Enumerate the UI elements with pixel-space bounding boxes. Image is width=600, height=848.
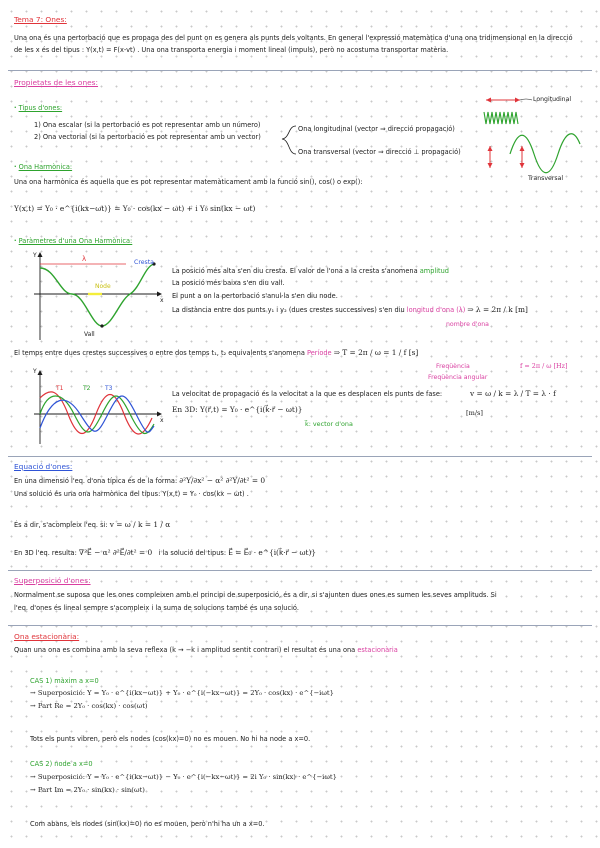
bullet-icon: · xyxy=(14,104,17,112)
stationary-heading: Ona estacionària: xyxy=(14,632,80,641)
frequency-box: f = 2π / ω [Hz] xyxy=(520,362,568,370)
phase-waves-figure xyxy=(30,368,170,446)
param-wavelength-text: La distància entre dos punts y₁ i y₂ (dues crestes successives) s'en diu longitud d'ona (λ) ⇒ λ = 2π / k [m] xyxy=(172,305,528,314)
case-2-note: Com abans, els nodes (sin(kx)=0) no es mouen, però n'hi ha un a x=0. xyxy=(30,820,265,828)
velocity-text: La velocitat de propagació és la velocitat a la que es desplacen els punts de fase: xyxy=(172,390,443,398)
fig1-x-label: x xyxy=(160,297,164,304)
properties-heading: Propietats de les ones: xyxy=(14,78,99,87)
harmonic-formula: Y(x,t) = Y₀ · e^{i(kx−ωt)} = Y₀ · cos(kx − ωt) + i Y₀ sin(kx − ωt) xyxy=(14,204,256,213)
case-1-note: Tots els punts vibren, però els nodes (cos(kx)=0) no es mouen. No hi ha node a x=0. xyxy=(30,735,311,743)
longitudinal-wave xyxy=(484,112,518,124)
section-rule xyxy=(8,570,592,571)
wave-equation-heading: Equació d'ones: xyxy=(14,462,73,471)
fig1-crest-label: Cresta xyxy=(134,259,154,266)
wave-equation-line-2: Una solució és una ona harmònica del tipus: Y(x,t) = Y₀ · cos(kx − ωt) . xyxy=(14,490,249,498)
arrow-head-icon xyxy=(486,98,491,103)
frequency-label: Freqüència xyxy=(436,363,470,370)
wave-type-scalar: 1) Ona escalar (si la pertorbació es pot representar amb un número) xyxy=(34,121,261,129)
harmonic-heading: · Ona Harmònica: xyxy=(14,163,73,171)
fig1-trough-label: Vall xyxy=(84,331,95,338)
transversal-wave xyxy=(510,134,580,173)
param-node-text: El punt a on la pertorbació s'anul·la s'en diu node. xyxy=(172,292,338,300)
wave-3d-formula: En 3D: Y(r⃗,t) = Y₀ · e^{i(k⃗·r⃗ − ωt)} xyxy=(172,405,303,414)
fig2-t1-label: T1 xyxy=(56,385,64,392)
case-1-superposition: → Superposició: Y = Y₀ · e^{i(kx−ωt)} + Y₀ · e^{i(−kx−ωt)} = 2Y₀ · cos(kx) · e^{−iωt} xyxy=(30,689,334,697)
arrow-head-icon xyxy=(488,163,493,168)
case-2-superposition: → Superposició: Y = Y₀ · e^{i(kx−ωt)} − Y₀ · e^{i(−kx−ωt)} = 2i Y₀ · sin(kx) · e^{−iωt} xyxy=(30,773,337,781)
section-rule xyxy=(8,625,592,626)
longitudinal-label: Longitudinal xyxy=(533,96,572,103)
wave-vector-label: k⃗: vector d'ona xyxy=(305,420,353,428)
parameters-heading: · Paràmetres d'una Ona Harmònica: xyxy=(14,237,133,245)
param-trough-text: La posició més baixa s'en diu vall. xyxy=(172,279,285,287)
axis-arrow-icon xyxy=(38,252,43,257)
case-1-real-part: → Part Re = 2Y₀ · cos(kx) · cos(ωt) xyxy=(30,702,148,710)
trough-point xyxy=(100,324,103,327)
fig1-lambda-label: λ xyxy=(82,255,87,263)
wave-type-transversal: Ona transversal (vector ⇒ direcció ⊥ propagació) xyxy=(298,148,461,156)
case-2-imaginary-part: → Part Im = 2Y₀ · sin(kx) · sin(ωt) xyxy=(30,786,145,794)
arrow-head-icon xyxy=(520,163,525,168)
angular-frequency-label: Freqüència angular xyxy=(428,374,488,381)
fig2-t3-label: T3 xyxy=(105,385,113,392)
longitudinal-transversal-figure xyxy=(480,94,595,179)
fig1-y-label: Y xyxy=(33,252,37,259)
section-rule xyxy=(8,456,592,457)
arrow-head-icon xyxy=(515,98,520,103)
arrow-head-icon xyxy=(488,146,493,151)
bullet-icon: · xyxy=(14,163,17,171)
param-crest-text: La posició més alta s'en diu cresta. El valor de l'ona a la cresta s'anomena amplitud xyxy=(172,267,449,275)
superposition-line-2: l'eq. d'ones és lineal sempre s'acompleix i la suma de solucions també és una solució. xyxy=(14,604,299,612)
wave-equation-line-3: És a dir, s'acompleix l'eq. si: v = ω / k = 1 / α xyxy=(14,520,171,529)
wave-type-vector: 2) Ona vectorial (si la pertorbació es pot representar amb un vector) xyxy=(34,133,261,141)
period-text: El temps entre dues crestes successives o entre dos temps t₁, t₂ equivalents s'anomena Període ⇒ T = 2π / ω = 1 / f [s] xyxy=(14,348,419,357)
fig2-x-label: x xyxy=(160,417,164,424)
case-2-heading: CAS 2) node a x=0 xyxy=(30,760,93,768)
intro-line-2: de les x és del tipus : Y(x,t) = F(x-vt) . Una ona transporta energia i moment lineal (impuls), però no acostuma transportar matèria. xyxy=(14,46,449,54)
wave-equation-line-1: En una dimensió l'eq. d'ona típica és de la forma: ∂²Y/∂x² − α² ∂²Y/∂t² = 0 xyxy=(14,476,266,485)
fig2-t2-label: T2 xyxy=(83,385,91,392)
section-rule xyxy=(8,70,592,71)
pointer-line xyxy=(520,99,532,100)
wave-number-label: nombre d'ona xyxy=(446,321,489,328)
arrow-head-icon xyxy=(520,146,525,151)
superposition-heading: Superposició d'ones: xyxy=(14,576,91,585)
velocity-units: [m/s] xyxy=(466,409,484,417)
harmonic-definition: Una ona harmònica és aquella que es pot representar matemàticament amb la funció sin(), cos() o exp(): xyxy=(14,178,363,186)
intro-line-1: Una ona és una pertorbació que es propaga des del punt on es genera als punts dels voltants. En general l'expressió matemàtica d'una ona tridimensional en la direcció xyxy=(14,34,573,42)
case-1-heading: CAS 1) màxim a x=0 xyxy=(30,677,99,685)
fig1-node-label: Node xyxy=(95,283,111,290)
transversal-label: Transversal xyxy=(528,175,564,182)
stationary-definition: Quan una ona es combina amb la seva reflexa (k → −k i amplitud sentit contrari) el resultat és una ona estacionària xyxy=(14,646,398,654)
axis-arrow-icon xyxy=(38,370,43,375)
brace-icon xyxy=(280,124,300,156)
velocity-formula: v = ω / k = λ / T = λ · f xyxy=(470,389,556,398)
wave-equation-line-4: En 3D l'eq. resulta: ∇²E⃗ − α² ∂²E⃗/∂t² = 0 i la solució del tipus: E⃗ = E⃗₀ · e^{i(k⃗·r⃗ − ωt)} xyxy=(14,548,317,557)
superposition-line-1: Normalment se suposa que les ones compleixen amb el principi de superposició, és a dir, si s'ajunten dues ones es sumen les seves amplituds. Si xyxy=(14,591,497,599)
bullet-icon: · xyxy=(14,237,17,245)
fig2-y-label: Y xyxy=(33,368,37,375)
wave-type-longitudinal: Ona longitudinal (vector ⇒ direcció propagació) xyxy=(298,125,455,133)
page-title: Tema 7: Ones: xyxy=(14,15,67,24)
wave-types-heading: · Tipus d'ones: xyxy=(14,104,63,112)
